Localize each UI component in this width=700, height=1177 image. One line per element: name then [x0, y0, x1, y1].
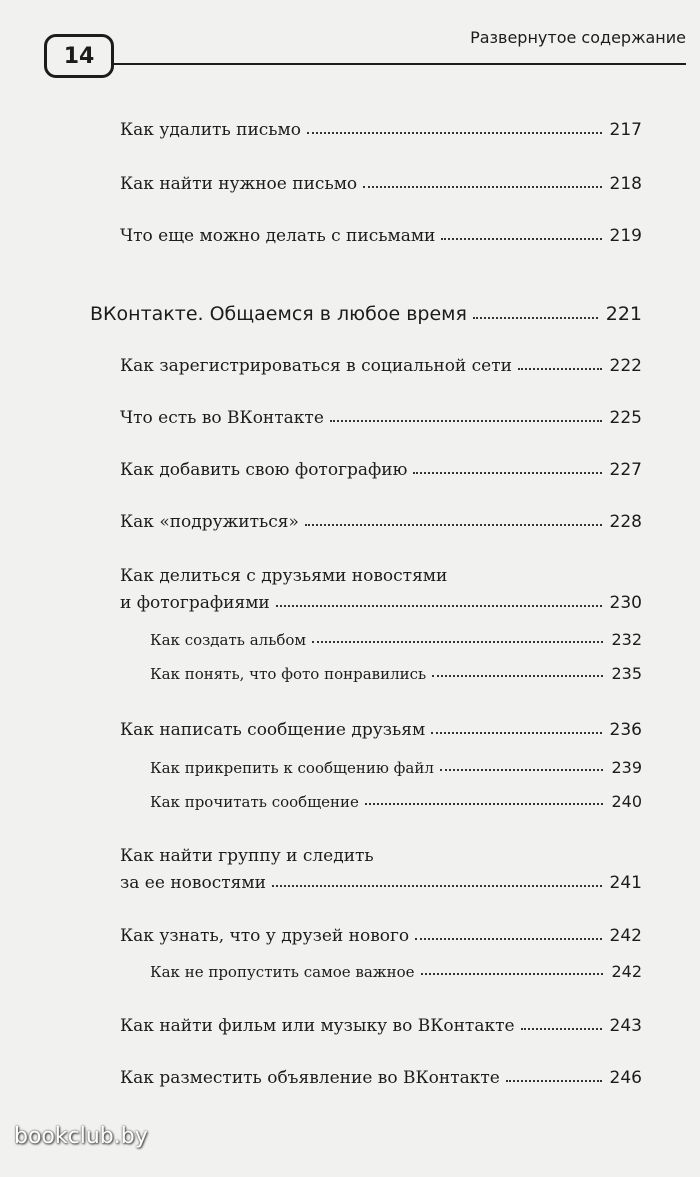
- dot-leader: [365, 803, 604, 805]
- watermark: bookclub.by: [14, 1124, 148, 1149]
- dot-leader: [432, 675, 603, 677]
- toc-entry-page: 246: [609, 1068, 642, 1088]
- toc-entry: [120, 720, 642, 740]
- toc-entry-page: 242: [609, 926, 642, 946]
- toc-entry-page: 241: [609, 873, 642, 893]
- toc-entry-page: 217: [609, 120, 642, 140]
- toc-subentry: [150, 630, 642, 649]
- dot-leader: [307, 132, 602, 134]
- toc-entry-label: Что есть во ВКонтакте: [120, 408, 324, 428]
- toc-entry-label: Как разместить объявление во ВКонтакте: [120, 1068, 500, 1088]
- toc-subentry-page: 240: [611, 792, 642, 811]
- toc-subentry-label: Как прикрепить к сообщению файл: [150, 759, 434, 777]
- toc-subentry: [150, 664, 642, 683]
- toc-entry-page: 227: [609, 460, 642, 480]
- toc-entry-page: 243: [609, 1016, 642, 1036]
- toc-chapter-label: ВКонтакте. Общаемся в любое время: [90, 303, 467, 325]
- dot-leader: [415, 938, 601, 940]
- dot-leader: [441, 238, 601, 240]
- dot-leader: [276, 605, 602, 607]
- toc-entry: [120, 174, 642, 194]
- dot-leader: [330, 420, 602, 422]
- toc-entry-label: Как найти фильм или музыку во ВКонтакте: [120, 1016, 515, 1036]
- toc-entry-page: 228: [609, 512, 642, 532]
- dot-leader: [506, 1080, 602, 1082]
- dot-leader: [521, 1028, 602, 1030]
- toc-subentry: [150, 962, 642, 981]
- toc-entry: [120, 512, 642, 532]
- header-rule: [114, 63, 686, 65]
- toc-entry-page: 230: [609, 593, 642, 613]
- toc-subentry-page: 235: [611, 664, 642, 683]
- toc-subentry-page: 232: [611, 630, 642, 649]
- toc-entry-label: Как «подружиться»: [120, 512, 299, 532]
- toc-entry-page: 218: [609, 174, 642, 194]
- toc-entry: [120, 1068, 642, 1088]
- toc-subentry-label: Как создать альбом: [150, 631, 307, 649]
- toc-entry-page: 222: [609, 356, 642, 376]
- dot-leader: [518, 368, 602, 370]
- toc-entry-label: Как узнать, что у друзей нового: [120, 926, 410, 946]
- page-header: [0, 0, 700, 90]
- toc-subentry-label: Как прочитать сообщение: [150, 793, 359, 811]
- toc-subentry-label: Как понять, что фото понравились: [150, 665, 427, 683]
- toc-entry-label: за ее новостями: [120, 873, 266, 893]
- toc-entry-label: Как зарегистрироваться в социальной сети: [120, 356, 512, 376]
- toc-entry-label-line1: Как делиться с друзьями новостями: [120, 566, 448, 586]
- toc-chapter-page: 221: [605, 303, 642, 325]
- toc-entry: [120, 226, 642, 246]
- toc-entry-page: 236: [609, 720, 642, 740]
- page-number: 14: [44, 34, 114, 78]
- running-title: Развернутое содержание: [470, 28, 686, 47]
- toc-entry: [120, 120, 642, 140]
- toc-entry: [120, 408, 642, 428]
- toc-subentry-page: 239: [611, 758, 642, 777]
- toc-subentry: [150, 792, 642, 811]
- toc-subentry-label: Как не пропустить самое важное: [150, 963, 415, 981]
- toc-entry-label: Что еще можно делать с письмами: [120, 226, 436, 246]
- toc-entry-label: Как найти нужное письмо: [120, 174, 358, 194]
- toc-entry-label: Как добавить свою фотографию: [120, 460, 408, 480]
- dot-leader: [272, 885, 602, 887]
- dot-leader: [431, 732, 601, 734]
- toc-entry-label: Как удалить письмо: [120, 120, 302, 140]
- toc-entry: [120, 926, 642, 946]
- toc-entry: [120, 873, 642, 893]
- toc-entry-page: 225: [609, 408, 642, 428]
- toc-entry-page: 219: [609, 226, 642, 246]
- toc-entry-label: Как написать сообщение друзьям: [120, 720, 426, 740]
- dot-leader: [440, 769, 604, 771]
- dot-leader: [473, 317, 598, 319]
- toc-subentry-page: 242: [611, 962, 642, 981]
- toc-subentry: [150, 758, 642, 777]
- toc-entry: [120, 356, 642, 376]
- toc-chapter: [90, 303, 642, 325]
- dot-leader: [305, 524, 602, 526]
- toc-entry: [120, 460, 642, 480]
- toc-entry-label: и фотографиями: [120, 593, 270, 613]
- toc-entry: [120, 593, 642, 613]
- dot-leader: [363, 186, 601, 188]
- toc-entry: [120, 1016, 642, 1036]
- dot-leader: [413, 472, 601, 474]
- toc-entry-label-line1: Как найти группу и следить: [120, 846, 374, 866]
- dot-leader: [312, 641, 603, 643]
- dot-leader: [421, 973, 604, 975]
